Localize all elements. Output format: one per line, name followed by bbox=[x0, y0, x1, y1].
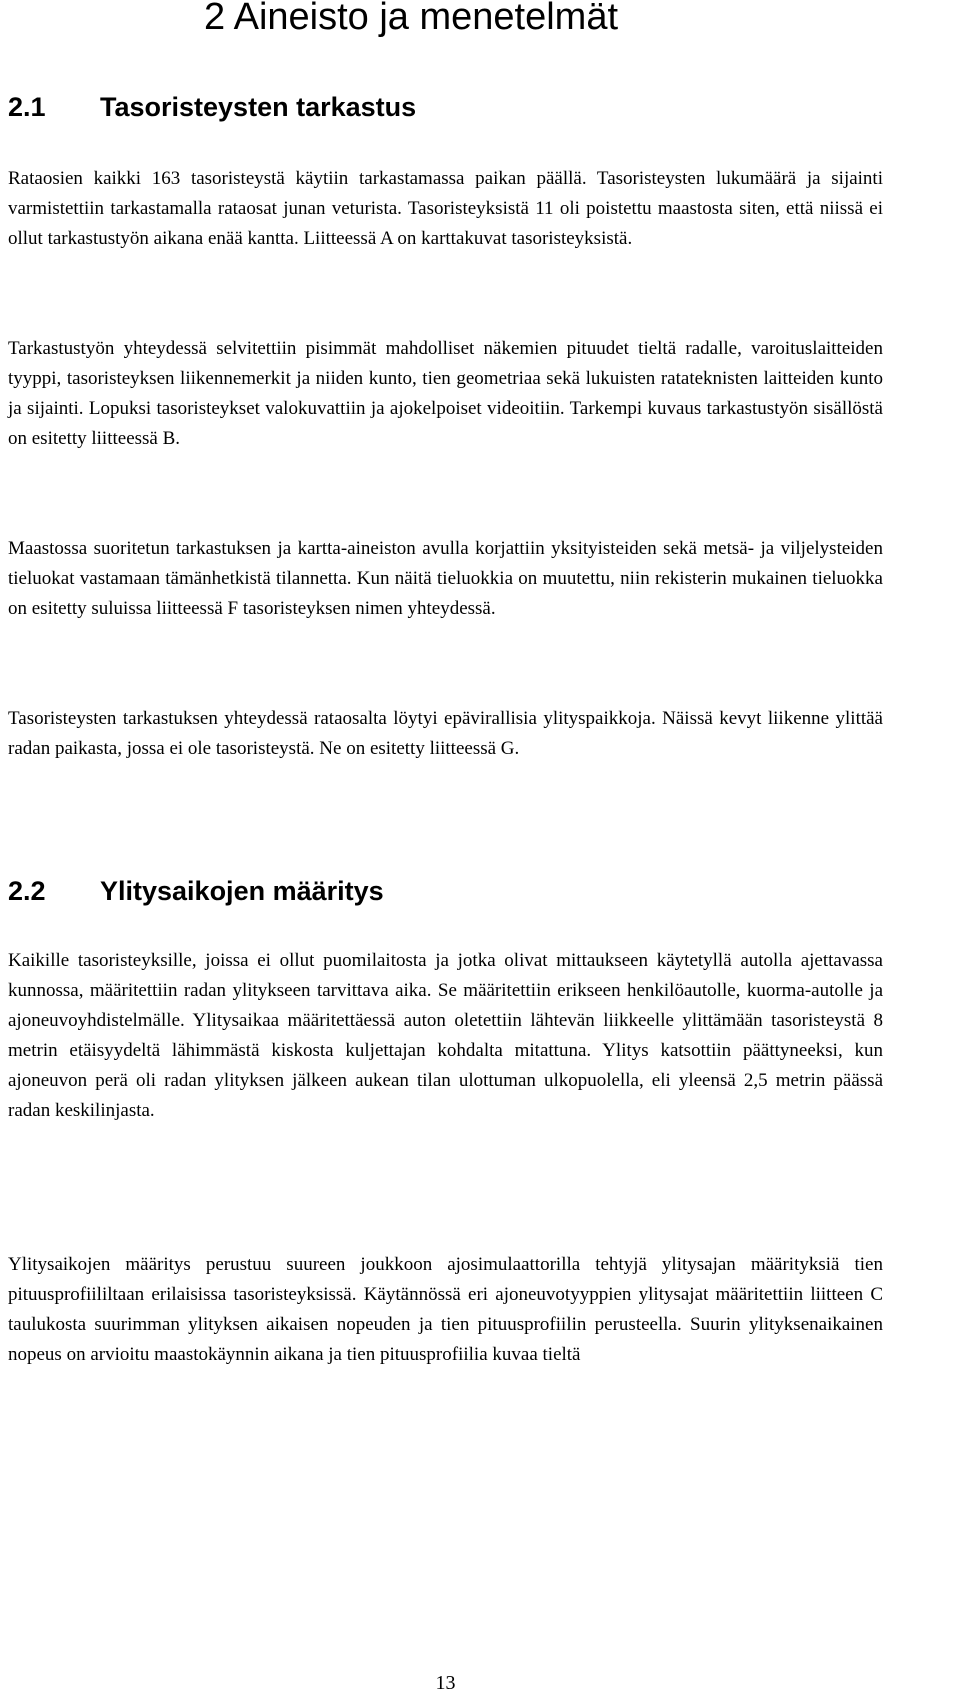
section-number: 2.2 bbox=[8, 876, 46, 906]
section-title: Ylitysaikojen määritys bbox=[100, 876, 384, 906]
paragraph: Tarkastustyön yhteydessä selvitettiin pisimmät mahdolliset näkemien pituudet tieltä radalle, varoituslaitteiden tyyppi, tasoristeyksen liikennemerkit ja niiden kunto, tien geometriaa sekä lukuisten ratateknisten laitteiden kunto ja sijainti. Lopuksi tasoristeykset valokuvattiin ja ajokelpoiset videoitiin. Tarkempi kuvaus tarkastustyön sisällöstä on esitetty liitteessä B. bbox=[8, 338, 883, 449]
section-number: 2.1 bbox=[8, 92, 46, 122]
page-number: 13 bbox=[435, 1672, 456, 1694]
section-heading-2-2 bbox=[8, 874, 384, 908]
section-title: Tasoristeysten tarkastus bbox=[100, 92, 417, 122]
section-heading-2-1 bbox=[8, 90, 416, 124]
chapter-title: 2 Aineisto ja menetelmät bbox=[204, 0, 619, 38]
paragraph: Tasoristeysten tarkastuksen yhteydessä rataosalta löytyi epävirallisia ylityspaikkoja. Näissä kevyt liikenne ylittää radan paikasta, jossa ei ole tasoristeystä. Ne on esitetty liitteessä G. bbox=[8, 708, 883, 759]
paragraph: Ylitysaikojen määritys perustuu suureen joukkoon ajosimulaattorilla tehtyjä ylitysajan määrityksiä tien pituusprofiililtaan erilaisissa tasoristeyksissä. Käytännössä eri ajoneuvotyyppien ylitysajat määritettiin liitteen C taulukosta suurimman ylityksen aikaisen nopeuden ja tien pituusprofiilin perusteella. Suurin ylityksenaikainen nopeus on arvioitu maastokäynnin aikana ja tien pituusprofiilia kuvaa tieltä bbox=[8, 1254, 883, 1365]
paragraph: Kaikille tasoristeyksille, joissa ei ollut puomilaitosta ja jotka olivat mittaukseen käytetyllä autolla ajettavassa kunnossa, määritettiin radan ylitykseen tarvittava aika. Se määritettiin erikseen henkilöautolle, kuorma-autolle ja ajoneuvoyhdistelmälle. Ylitysaikaa määritettäessä auton oletettiin lähtevän liikkeelle ylittämään tasoristeystä 8 metrin etäisyydeltä lähimmästä kiskosta kuljettajan kohdalta mitattuna. Ylitys katsottiin päättyneeksi, kun ajoneuvon perä oli radan ylityksen jälkeen aukean tilan ulottuman ulkopuolella, eli yleensä 2,5 metrin päässä radan keskilinjasta. bbox=[8, 950, 883, 1121]
paragraph: Maastossa suoritetun tarkastuksen ja kartta-aineiston avulla korjattiin yksityisteiden sekä metsä- ja viljelysteiden tieluokat vastamaan tämänhetkistä tilannetta. Kun näitä tieluokkia on muutettu, niin rekisterin mukainen tieluokka on esitetty suluissa liitteessä F tasoristeyksen nimen yhteydessä. bbox=[8, 538, 883, 619]
paragraph: Rataosien kaikki 163 tasoristeystä käytiin tarkastamassa paikan päällä. Tasoristeysten lukumäärä ja sijainti varmistettiin tarkastamalla rataosat junan veturista. Tasoristeyksistä 11 oli poistettu maastosta siten, että niissä ei ollut tarkastustyön aikana enää kantta. Liitteessä A on karttakuvat tasoristeyksistä. bbox=[8, 168, 883, 249]
